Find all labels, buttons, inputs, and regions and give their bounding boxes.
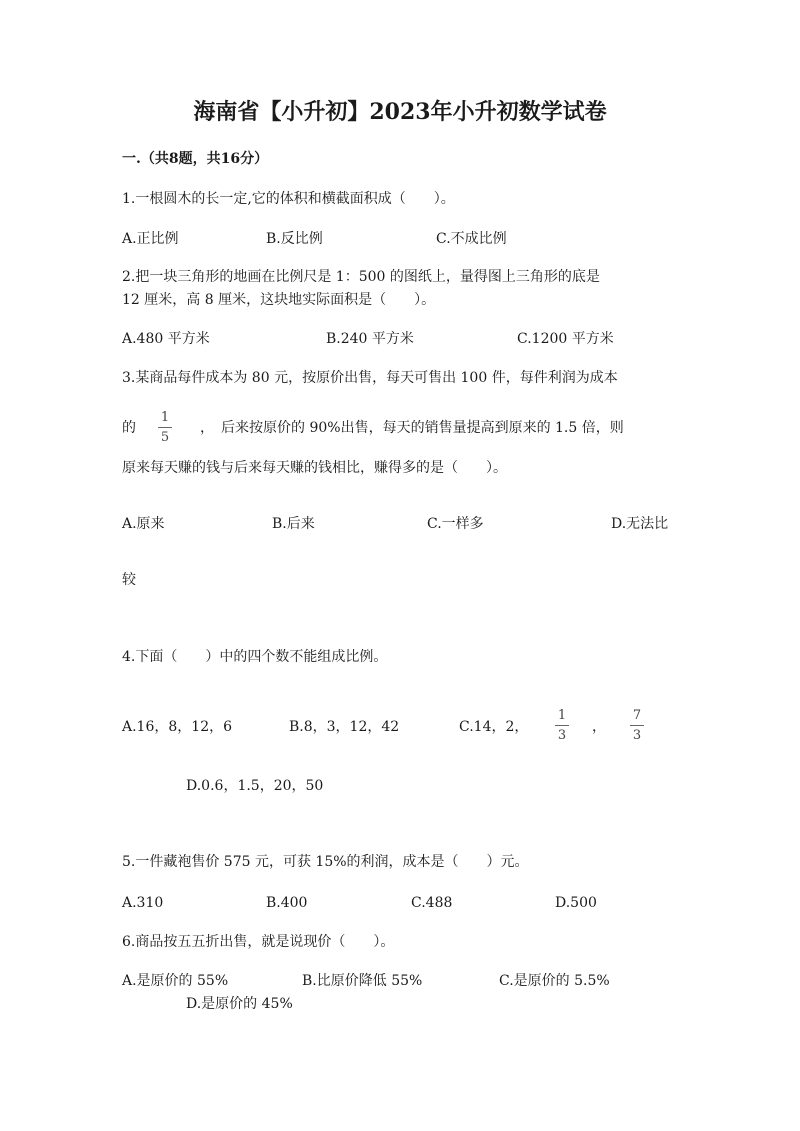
question-4-option-d: D.0.6，1.5，20，50 (186, 778, 324, 794)
fraction-bar (158, 427, 172, 428)
question-2-stem-line1: 2.把一块三角形的地画在比例尺是 1：500 的图纸上，量得图上三角形的底是 (122, 269, 600, 285)
question-4-option-b: B.8，3，12，42 (289, 719, 400, 735)
question-5-stem: 5.一件藏袍售价 575 元，可获 15%的利润，成本是（ ）元。 (122, 854, 529, 870)
question-2-stem-line2: 12 厘米，高 8 厘米，这块地实际面积是（ ）。 (122, 292, 436, 308)
question-1-option-c: C.不成比例 (436, 231, 507, 247)
fraction-bar (555, 725, 569, 726)
question-3-option-b: B.后来 (272, 516, 315, 532)
question-4-fraction-2 (630, 709, 644, 743)
question-3-stem-pre: 的 (122, 420, 136, 436)
question-5-option-a: A.310 (122, 895, 164, 911)
fraction-denominator: 3 (557, 728, 567, 743)
question-1-option-b: B.反比例 (266, 231, 323, 247)
question-6-option-a: A.是原价的 55% (122, 973, 229, 989)
question-6-option-d: D.是原价的 45% (186, 996, 293, 1012)
question-3-option-d: D.无法比 (611, 516, 669, 532)
fraction-numerator: 7 (632, 708, 642, 723)
section-heading: 一.（共8题，共16分） (122, 151, 269, 167)
fraction-bar (630, 725, 644, 726)
question-2-option-a: A.480 平方米 (122, 331, 210, 347)
question-3-fraction (158, 411, 172, 445)
question-4-option-c: C.14，2， (459, 719, 529, 735)
fraction-denominator: 3 (632, 728, 642, 743)
question-1-option-a: A.正比例 (122, 231, 179, 247)
question-3-option-c: C.一样多 (427, 516, 484, 532)
question-6-option-b: B.比原价降低 55% (302, 973, 423, 989)
question-3-stem-line1: 3.某商品每件成本为 80 元，按原价出售，每天可售出 100 件，每件利润为成本 (122, 370, 618, 386)
question-5-option-b: B.400 (266, 895, 308, 911)
fraction-numerator: 1 (160, 410, 170, 425)
fraction-numerator: 1 (557, 708, 567, 723)
question-6-option-c: C.是原价的 5.5% (499, 973, 610, 989)
fraction-denominator: 5 (160, 430, 170, 445)
question-4-stem: 4.下面（ ）中的四个数不能组成比例。 (122, 649, 388, 665)
question-2-option-c: C.1200 平方米 (517, 331, 614, 347)
question-2-option-b: B.240 平方米 (326, 331, 414, 347)
question-1-stem: 1.一根圆木的长一定,它的体积和横截面积成（ ）。 (122, 191, 455, 207)
question-3-option-a: A.原来 (122, 516, 165, 532)
question-6-stem: 6.商品按五五折出售，就是说现价（ ）。 (122, 934, 395, 950)
question-4-option-a: A.16，8，12，6 (122, 719, 233, 735)
question-5-option-c: C.488 (411, 895, 453, 911)
question-4-fraction-1 (555, 709, 569, 743)
question-4-fraction-separator: ， (592, 719, 606, 735)
question-3-stem-post: ， 后来按原价的 90%出售，每天的销售量提高到原来的 1.5 倍，则 (200, 420, 624, 436)
question-3-stem-line3: 原来每天赚的钱与后来每天赚的钱相比，赚得多的是（ ）。 (122, 460, 507, 476)
question-3-option-d-wrap: 较 (122, 572, 136, 588)
page-title: 海南省【小升初】2023年小升初数学试卷 (193, 99, 607, 125)
question-5-option-d: D.500 (555, 895, 597, 911)
